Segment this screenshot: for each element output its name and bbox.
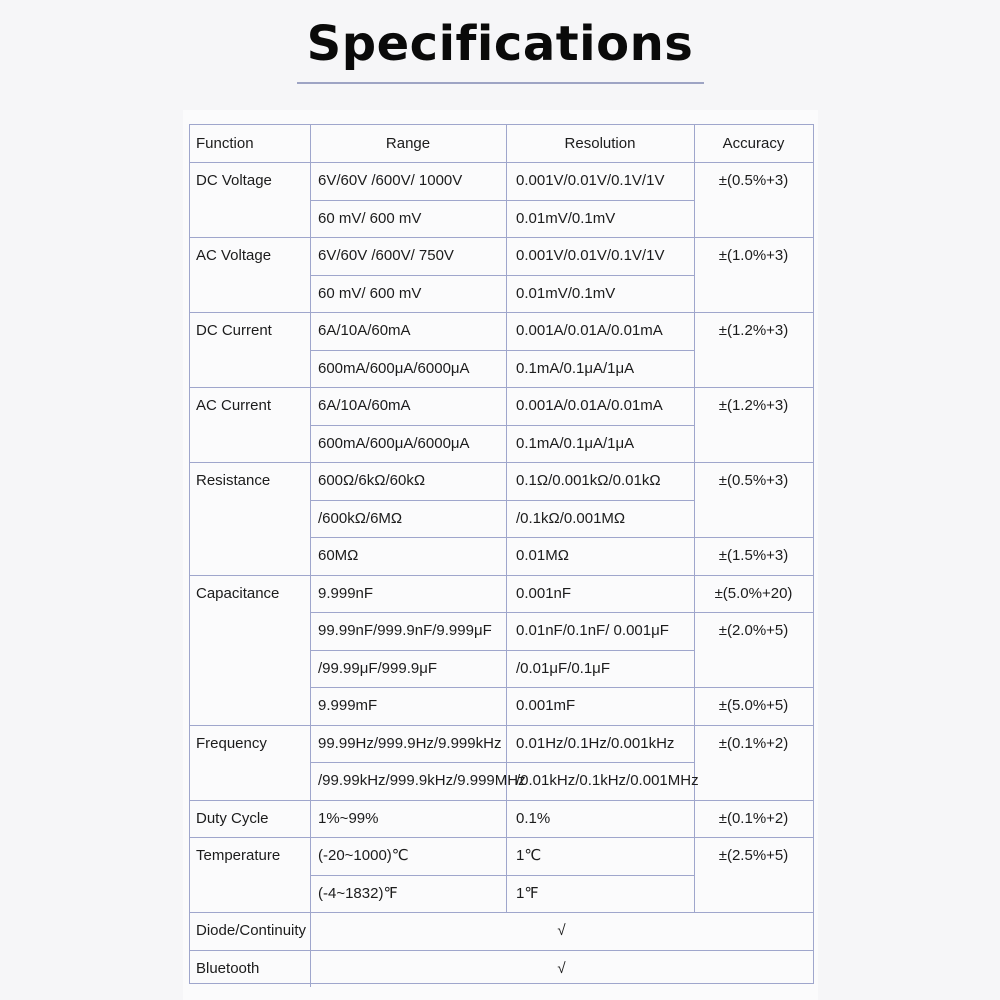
resolution-value: 0.01mV/0.1mV [516,209,616,227]
function-label: Duty Cycle [196,809,269,827]
column-divider [506,462,507,575]
function-label: Bluetooth [196,959,260,977]
resolution-value: 0.01mV/0.1mV [516,284,616,302]
function-label: Frequency [196,734,267,752]
row-divider [310,200,694,201]
row-divider [310,612,813,613]
column-divider [310,800,311,838]
row-divider [190,800,813,801]
row-divider [190,387,813,388]
column-divider [506,125,507,162]
range-value: 6V/60V /600V/ 1000V [318,172,463,189]
header-range: Range [385,135,431,152]
resolution-value: 0.001V/0.01V/0.1V/1V [516,247,665,264]
range-value: (-20~1000)℃ [318,847,409,864]
range-value: 60 mV/ 600 mV [318,209,422,227]
accuracy-value: ±(1.2%+3) [718,322,789,339]
accuracy-value: ±(1.5%+3) [718,547,789,564]
resolution-value: 0.1Ω/0.001kΩ/0.01kΩ [516,472,661,489]
accuracy-value: ±(5.0%+5) [718,697,789,714]
range-value: (-4~1832)℉ [318,884,398,902]
range-value: /99.99μF/999.9μF [318,659,438,677]
function-label: DC Current [196,322,272,339]
header-accuracy: Accuracy [722,135,785,152]
column-divider [310,125,311,162]
resolution-value: /0.1kΩ/0.001MΩ [516,509,626,527]
range-value: 60MΩ [318,547,359,564]
resolution-value: 0.01MΩ [516,547,569,564]
accuracy-value: ±(2.0%+5) [718,622,789,639]
resolution-value: 1℃ [516,847,542,864]
range-value: 600Ω/6kΩ/60kΩ [318,472,426,489]
row-divider [190,950,813,951]
row-divider [190,162,813,163]
resolution-value: /0.01μF/0.1μF [516,659,610,677]
resolution-value: 0.1mA/0.1μA/1μA [516,359,635,377]
accuracy-value: ±(0.1%+2) [718,809,789,827]
accuracy-value: ±(0.5%+3) [718,172,789,189]
column-divider [694,125,695,162]
range-value: 60 mV/ 600 mV [318,284,422,302]
range-value: 9.999mF [318,697,378,714]
row-divider [190,725,813,726]
resolution-value: 0.001A/0.01A/0.01mA [516,322,663,339]
row-divider [310,687,813,688]
resolution-value: 1℉ [516,884,539,902]
function-label: Temperature [196,847,281,864]
resolution-value: 0.001A/0.01A/0.01mA [516,397,663,414]
range-value: 99.99nF/999.9nF/9.999μF [318,622,492,639]
check-mark: √ [557,959,566,977]
row-divider [310,425,694,426]
row-divider [190,575,813,576]
range-value: 99.99Hz/999.9Hz/9.999kHz [318,734,502,752]
range-value: 600mA/600μA/6000μA [318,359,470,377]
row-divider [310,875,694,876]
page-title: Specifications [306,16,694,72]
resolution-value: 0.01nF/0.1nF/ 0.001μF [516,622,669,639]
row-divider [310,537,813,538]
row-divider [190,312,813,313]
accuracy-value: ±(0.5%+3) [718,472,789,489]
resolution-value: 0.1mA/0.1μA/1μA [516,434,635,452]
resolution-value: /0.01kHz/0.1kHz/0.001MHz [516,772,699,789]
title-underline [297,82,704,84]
resolution-value: 0.001V/0.01V/0.1V/1V [516,172,665,189]
accuracy-value: ±(5.0%+20) [714,584,793,602]
column-divider [506,800,507,838]
function-label: AC Current [196,397,272,414]
range-value: 1%~99% [318,809,379,827]
range-value: /99.99kHz/999.9kHz/9.999MHz [318,772,526,789]
range-value: 9.999nF [318,584,374,602]
row-divider [310,762,694,763]
accuracy-value: ±(0.1%+2) [718,734,789,752]
row-divider [190,237,813,238]
range-value: 6A/10A/60mA [318,322,411,339]
accuracy-value: ±(1.0%+3) [718,247,789,264]
resolution-value: 0.1% [516,809,551,827]
check-mark: √ [557,922,566,939]
resolution-value: 0.01Hz/0.1Hz/0.001kHz [516,734,675,752]
range-value: /600kΩ/6MΩ [318,509,403,527]
row-divider [190,462,813,463]
header-function: Function [196,135,254,152]
specifications-table [189,124,814,984]
header-resolution: Resolution [564,135,636,152]
range-value: 600mA/600μA/6000μA [318,434,470,452]
column-divider [310,462,311,575]
row-divider [190,912,813,913]
row-divider [310,650,694,651]
function-label: AC Voltage [196,247,272,264]
function-label: Capacitance [196,584,280,602]
accuracy-value: ±(2.5%+5) [718,847,789,864]
function-label: Resistance [196,472,271,489]
function-label: DC Voltage [196,172,272,189]
accuracy-value: ±(1.2%+3) [718,397,789,414]
function-label: Diode/Continuity [196,922,307,939]
row-divider [310,350,694,351]
row-divider [310,275,694,276]
row-divider [190,837,813,838]
range-value: 6V/60V /600V/ 750V [318,247,454,264]
resolution-value: 0.001nF [516,584,572,602]
row-divider [310,500,694,501]
resolution-value: 0.001mF [516,697,576,714]
range-value: 6A/10A/60mA [318,397,411,414]
